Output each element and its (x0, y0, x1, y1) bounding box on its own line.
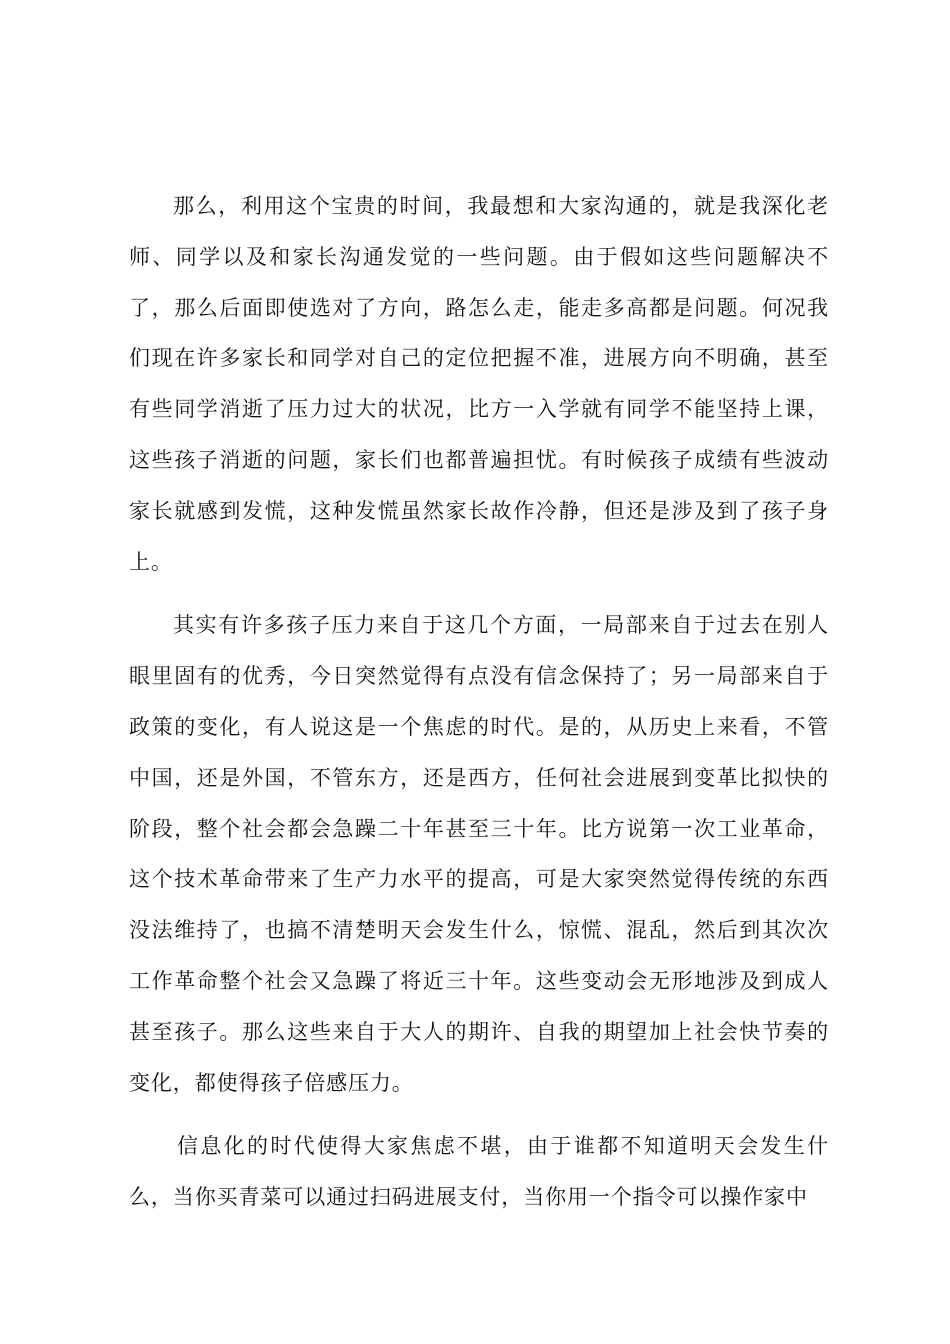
paragraph-1: 那么，利用这个宝贵的时间，我最想和大家沟通的，就是我深化老师、同学以及和家长沟通发觉的一些问题。由于假如这些问题解决不了，那么后面即使选对了方向，路怎么走，能走多高都是问题。何况我们现在许多家长和同学对自己的定位把握不准，进展方向不明确，甚至有些同学消逝了压力过大的状况，比方一入学就有同学不能坚持上课，这些孩子消逝的问题，家长们也都普遍担忧。有时候孩子成绩有些波动家长就感到发慌，这种发慌虽然家长故作冷静，但还是涉及到了孩子身上。 (129, 194, 829, 574)
paragraph-2: 其实有许多孩子压力来自于这几个方面，一局部来自于过去在别人眼里固有的优秀，今日突然觉得有点没有信念保持了；另一局部来自于政策的变化，有人说这是一个焦虑的时代。是的，从历史上来看，不管中国，还是外国，不管东方，还是西方，任何社会进展到变革比拟快的阶段，整个社会都会急躁二十年甚至三十年。比方说第一次工业革命，这个技术革命带来了生产力水平的提高，可是大家突然觉得传统的东西没法维持了，也搞不清楚明天会发生什么，惊慌、混乱，然后到其次次工作革命整个社会又急躁了将近三十年。这些变动会无形地涉及到成人甚至孩子。那么这些来自于大人的期许、自我的期望加上社会快节奏的变化，都使得孩子倍感压力。 (129, 613, 829, 1095)
paragraph-3: 信息化的时代使得大家焦虑不堪，由于谁都不知道明天会发生什么，当你买青菜可以通过扫码进展支付，当你用一个指令可以操作家中 (129, 1134, 829, 1210)
document-body (129, 181, 829, 1236)
